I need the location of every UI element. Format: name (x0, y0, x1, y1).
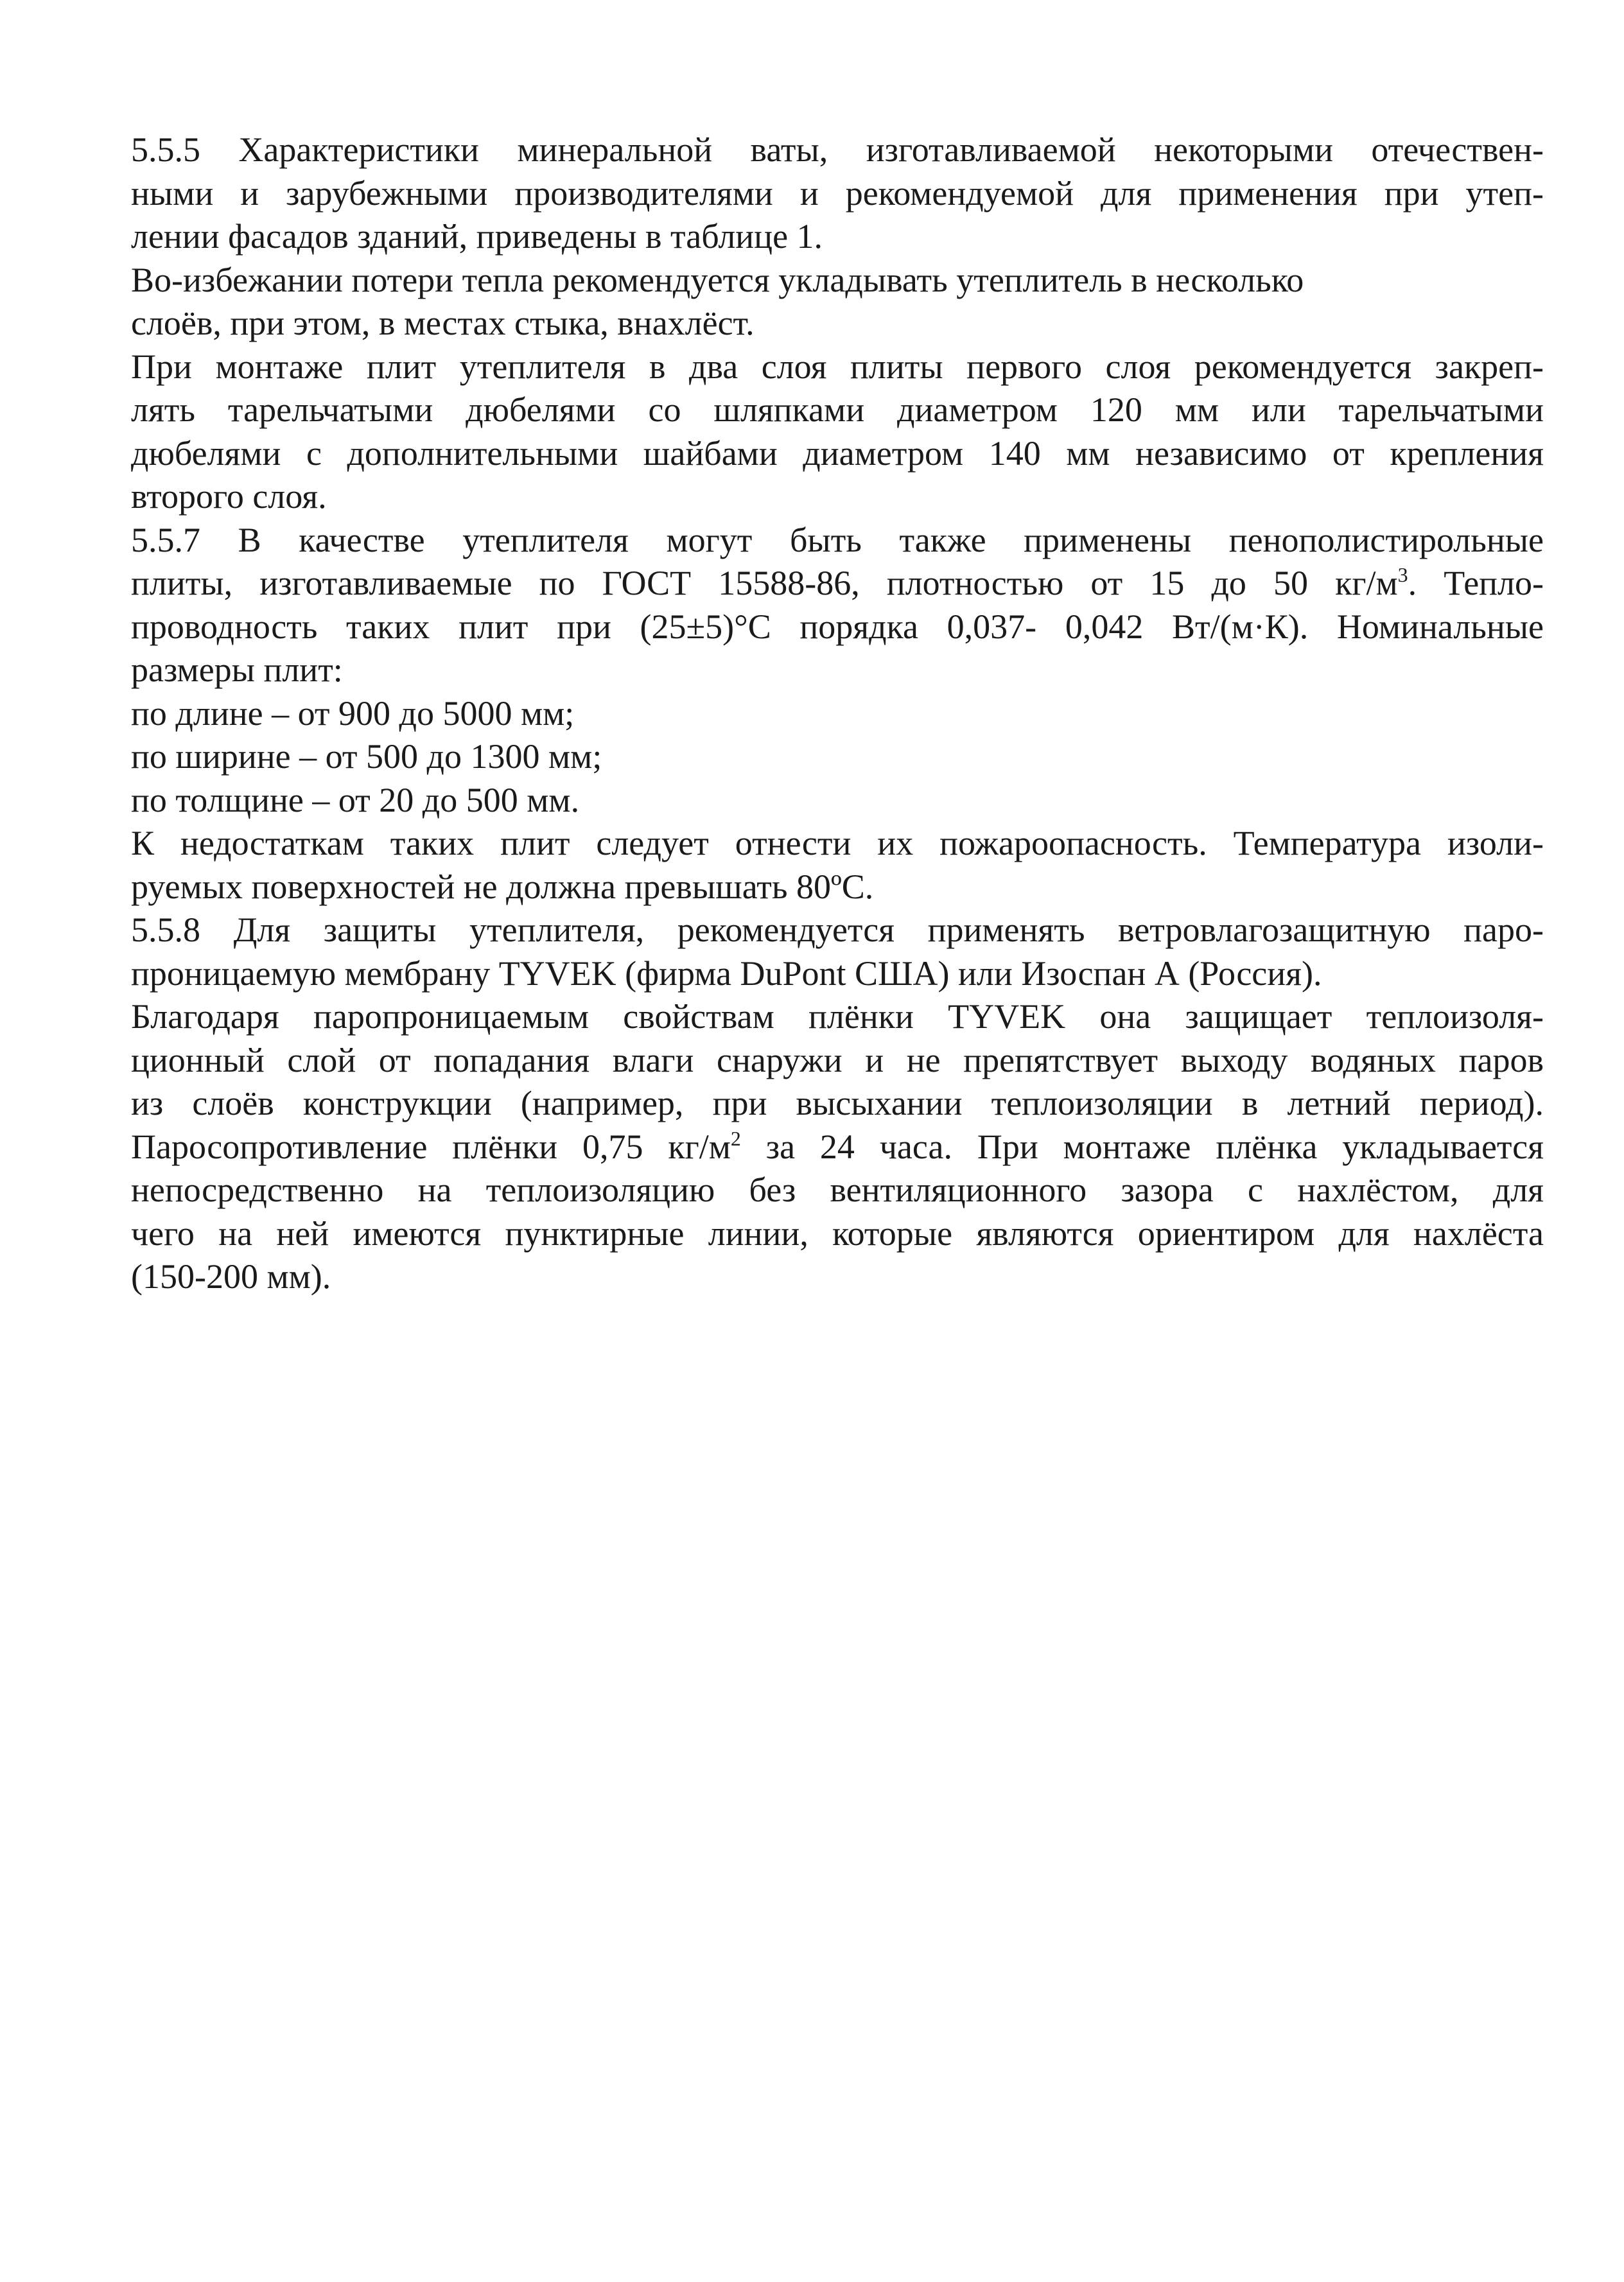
text-line: При монтаже плит утеплителя в два слоя плиты первого слоя рекомендуется закреп- (131, 347, 1544, 386)
text-line: Благодаря паропроницаемым свойствам плёнки TYVEK она защищает теплоизоля- (131, 997, 1544, 1036)
text-segment: Паросопротивление плёнки 0,75 кг/м (131, 1127, 731, 1166)
text-segment: за 24 часа. При монтаже плёнка укладывается (740, 1127, 1544, 1166)
text-line: К недостаткам таких плит следует отнести их пожароопасность. Температура изоли- (131, 824, 1544, 862)
text-line: из слоёв конструкции (например, при высыхании теплоизоляции в летний период). (131, 1084, 1544, 1122)
text-line: чего на ней имеются пунктирные линии, которые являются ориентиром для нахлёста (131, 1214, 1544, 1253)
superscript: 2 (730, 1126, 741, 1150)
text-line: по длине – от 900 до 5000 мм; (131, 693, 575, 733)
text-line: непосредственно на теплоизоляцию без вентиляционного зазора с нахлёстом, для (131, 1171, 1544, 1209)
document-body (131, 128, 1544, 1299)
text-line: (150-200 мм). (131, 1257, 331, 1296)
text-line: ными и зарубежными производителями и рекомендуемой для применения при утеп- (131, 173, 1544, 213)
text-line: по ширине – от 500 до 1300 мм; (131, 737, 602, 776)
text-line: размеры плит: (131, 650, 343, 689)
text-line: 5.5.7 В качестве утеплителя могут быть также применены пенополистирольные (131, 520, 1544, 559)
text-line: руемых поверхностей не должна превышать 80ºС. (131, 867, 874, 906)
text-segment: . Тепло- (1408, 564, 1544, 602)
text-line (131, 1126, 1544, 1169)
text-line: проводность таких плит при (25±5)°С порядка 0,037- 0,042 Вт/(м·К). Номинальные (131, 607, 1544, 646)
superscript: 3 (1397, 563, 1408, 586)
text-segment: плиты, изготавливаемые по ГОСТ 15588-86, плотностью от 15 до 50 кг/м (131, 564, 1398, 602)
text-line: Во-избежании потери тепла рекомендуется укладывать утеплитель в несколько (131, 260, 1304, 299)
text-line: проницаемую мембрану TYVEK (фирма DuPont США) или Изоспан А (Россия). (131, 954, 1322, 993)
text-line: лять тарельчатыми дюбелями со шляпками диаметром 120 мм или тарельчатыми (131, 390, 1544, 429)
text-line: ционный слой от попадания влаги снаружи и не препятствует выходу водяных паров (131, 1040, 1544, 1079)
text-line: дюбелями с дополнительными шайбами диаметром 140 мм независимо от крепления (131, 433, 1544, 473)
text-line: лении фасадов зданий, приведены в таблице 1. (131, 217, 823, 256)
text-line: слоёв, при этом, в местах стыка, внахлёст. (131, 304, 755, 342)
text-line: 5.5.5 Характеристики минеральной ваты, изготавливаемой некоторыми отечествен- (131, 130, 1544, 169)
text-line (131, 562, 1544, 605)
text-line: 5.5.8 Для защиты утеплителя, рекомендуется применять ветровлагозащитную паро- (131, 910, 1544, 949)
text-line: по толщине – от 20 до 500 мм. (131, 780, 580, 819)
text-line: второго слоя. (131, 477, 327, 516)
